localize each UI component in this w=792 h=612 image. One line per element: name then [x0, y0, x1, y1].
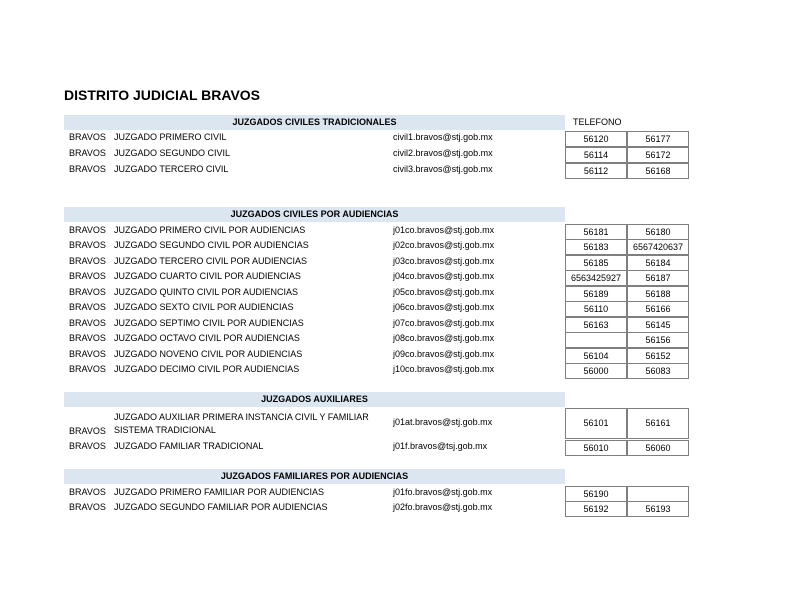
- district-cell: BRAVOS: [69, 426, 106, 436]
- phone-2-cell: 56156: [627, 332, 689, 348]
- phone-1-cell: 56189: [565, 286, 627, 302]
- section-heading-civiles-tradicionales: JUZGADOS CIVILES TRADICIONALES: [64, 115, 565, 130]
- email-cell: j01co.bravos@stj.gob.mx: [393, 225, 495, 235]
- court-name-cell: JUZGADO SEGUNDO FAMILIAR POR AUDIENCIAS: [114, 502, 328, 512]
- phone-2-cell: 56172: [627, 147, 689, 163]
- phone-1-cell: [565, 332, 627, 348]
- phone-2-cell: 56152: [627, 348, 689, 364]
- email-cell: civil3.bravos@stj.gob.mx: [393, 164, 493, 174]
- district-cell: BRAVOS: [69, 287, 106, 297]
- email-cell: j02fo.bravos@stj.gob.mx: [393, 502, 493, 512]
- district-cell: BRAVOS: [69, 364, 106, 374]
- district-cell: BRAVOS: [69, 240, 106, 250]
- district-cell: BRAVOS: [69, 349, 106, 359]
- court-name-cell: JUZGADO QUINTO CIVIL POR AUDIENCIAS: [114, 287, 299, 297]
- phone-1-cell: 56163: [565, 317, 627, 333]
- district-cell: BRAVOS: [69, 302, 106, 312]
- email-cell: j03co.bravos@stj.gob.mx: [393, 256, 495, 266]
- section-heading-familiares-audiencias: JUZGADOS FAMILIARES POR AUDIENCIAS: [64, 469, 565, 484]
- court-name-cell: JUZGADO SEGUNDO CIVIL: [114, 148, 231, 158]
- phone-1-cell: 56114: [565, 147, 627, 163]
- phone-1-cell: 6563425927: [565, 270, 627, 286]
- phone-1-cell: 56120: [565, 131, 627, 147]
- section-heading-auxiliares: JUZGADOS AUXILIARES: [64, 392, 565, 407]
- phone-1-cell: 56181: [565, 224, 627, 240]
- phone-2-cell: 56187: [627, 270, 689, 286]
- phone-1-cell: 56110: [565, 301, 627, 317]
- section-heading-civiles-audiencias: JUZGADOS CIVILES POR AUDIENCIAS: [64, 207, 565, 222]
- district-cell: BRAVOS: [69, 132, 106, 142]
- district-cell: BRAVOS: [69, 148, 106, 158]
- court-name-cell: JUZGADO PRIMERO CIVIL: [114, 132, 227, 142]
- phone-2-cell: 56188: [627, 286, 689, 302]
- court-name-cell: JUZGADO FAMILIAR TRADICIONAL: [114, 441, 264, 451]
- court-name-cell: JUZGADO OCTAVO CIVIL POR AUDIENCIAS: [114, 333, 300, 343]
- phone-2-cell: 56184: [627, 255, 689, 271]
- court-name-cell: JUZGADO TERCERO CIVIL: [114, 164, 229, 174]
- court-name-cell: JUZGADO SEXTO CIVIL POR AUDIENCIAS: [114, 302, 294, 312]
- district-cell: BRAVOS: [69, 487, 106, 497]
- district-cell: BRAVOS: [69, 164, 106, 174]
- email-cell: civil1.bravos@stj.gob.mx: [393, 132, 493, 142]
- phone-2-cell: 56168: [627, 163, 689, 179]
- phone-2-cell: 56177: [627, 131, 689, 147]
- district-cell: BRAVOS: [69, 256, 106, 266]
- district-cell: BRAVOS: [69, 318, 106, 328]
- phone-2-cell: 56060: [627, 440, 689, 456]
- district-cell: BRAVOS: [69, 441, 106, 451]
- phone-1-cell: 56010: [565, 440, 627, 456]
- email-cell: j01fo.bravos@stj.gob.mx: [393, 487, 493, 497]
- district-cell: BRAVOS: [69, 225, 106, 235]
- telefono-header: TELEFONO: [573, 117, 622, 127]
- phone-2-cell: 56145: [627, 317, 689, 333]
- phone-1-cell: 56190: [565, 486, 627, 502]
- district-cell: BRAVOS: [69, 502, 106, 512]
- court-name-cell: JUZGADO NOVENO CIVIL POR AUDIENCIAS: [114, 349, 303, 359]
- email-cell: j02co.bravos@stj.gob.mx: [393, 240, 495, 250]
- phone-2-cell: 56193: [627, 501, 689, 517]
- phone-1-cell: 56104: [565, 348, 627, 364]
- district-cell: BRAVOS: [69, 333, 106, 343]
- email-cell: j01at.bravos@stj.gob.mx: [393, 417, 493, 427]
- court-name-cell: JUZGADO CUARTO CIVIL POR AUDIENCIAS: [114, 271, 301, 281]
- email-cell: j07co.bravos@stj.gob.mx: [393, 318, 495, 328]
- phone-2-cell: 56161: [627, 408, 689, 439]
- court-name-cell: JUZGADO PRIMERO FAMILIAR POR AUDIENCIAS: [114, 487, 325, 497]
- email-cell: j08co.bravos@stj.gob.mx: [393, 333, 495, 343]
- district-cell: BRAVOS: [69, 271, 106, 281]
- court-name-cell: JUZGADO AUXILIAR PRIMERA INSTANCIA CIVIL Y FAMILIAR SISTEMA TRADICIONAL: [114, 412, 369, 435]
- phone-2-cell: 56180: [627, 224, 689, 240]
- email-cell: j01f.bravos@tsj.gob.mx: [393, 441, 488, 451]
- phone-2-cell: 56166: [627, 301, 689, 317]
- phone-1-cell: 56000: [565, 363, 627, 379]
- phone-2-cell: 56083: [627, 363, 689, 379]
- phone-1-cell: 56183: [565, 239, 627, 255]
- email-cell: j04co.bravos@stj.gob.mx: [393, 271, 495, 281]
- court-name-cell: JUZGADO TERCERO CIVIL POR AUDIENCIAS: [114, 256, 308, 266]
- email-cell: j10co.bravos@stj.gob.mx: [393, 364, 495, 374]
- phone-2-cell: 6567420637: [627, 239, 689, 255]
- page-title: DISTRITO JUDICIAL BRAVOS: [64, 87, 261, 103]
- email-cell: j05co.bravos@stj.gob.mx: [393, 287, 495, 297]
- phone-1-cell: 56112: [565, 163, 627, 179]
- phone-2-cell: [627, 486, 689, 502]
- phone-1-cell: 56185: [565, 255, 627, 271]
- email-cell: j09co.bravos@stj.gob.mx: [393, 349, 495, 359]
- court-name-cell: JUZGADO SEPTIMO CIVIL POR AUDIENCIAS: [114, 318, 304, 328]
- phone-1-cell: 56192: [565, 501, 627, 517]
- court-name-cell: JUZGADO SEGUNDO CIVIL POR AUDIENCIAS: [114, 240, 309, 250]
- email-cell: civil2.bravos@stj.gob.mx: [393, 148, 493, 158]
- court-name-cell: JUZGADO DECIMO CIVIL POR AUDIENCIAS: [114, 364, 300, 374]
- email-cell: j06co.bravos@stj.gob.mx: [393, 302, 495, 312]
- court-name-cell: JUZGADO PRIMERO CIVIL POR AUDIENCIAS: [114, 225, 306, 235]
- phone-1-cell: 56101: [565, 408, 627, 439]
